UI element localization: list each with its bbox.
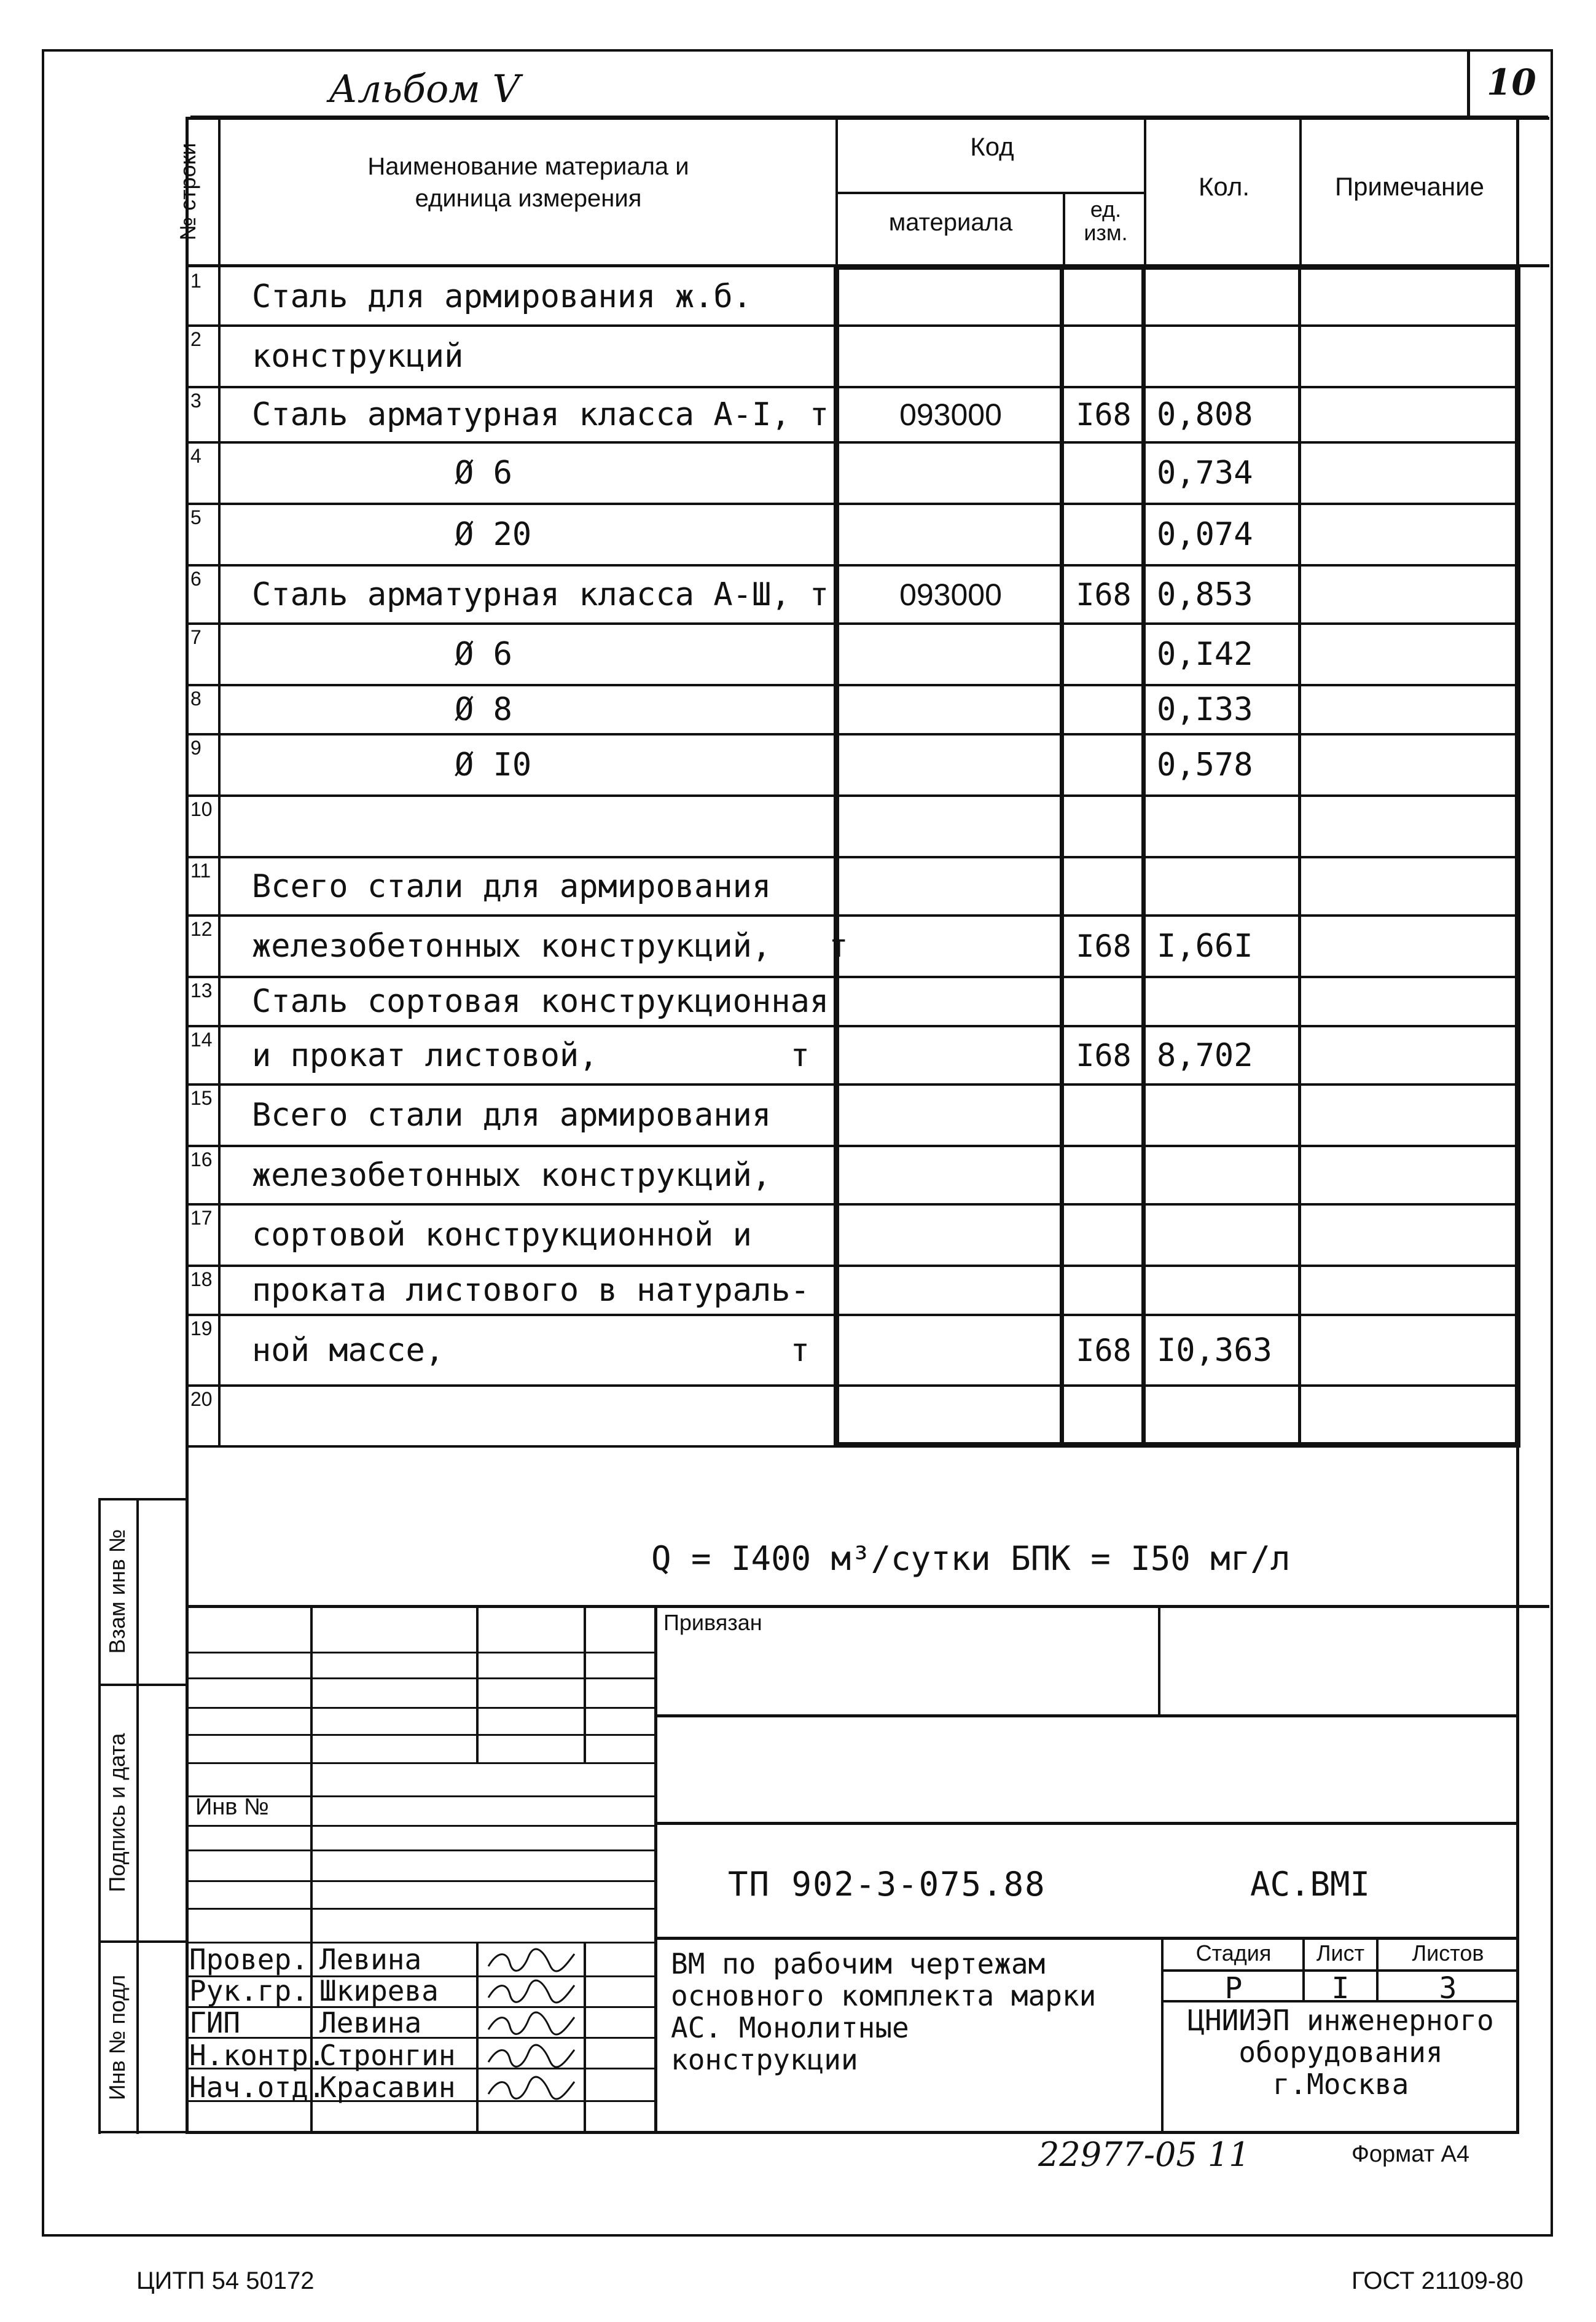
signer-name: Левина <box>319 2006 422 2039</box>
row-name <box>252 1386 829 1446</box>
row-name <box>252 796 829 857</box>
header-unit: ед. изм. <box>1084 197 1128 245</box>
sheet-value: I <box>1331 1971 1350 2006</box>
row-unit <box>1065 624 1142 685</box>
row-number: 11 <box>190 860 211 882</box>
tb-grid-hline <box>186 1908 655 1910</box>
doc-title: ВМ по рабочим чертежам основного комплекта марки АС. Монолитные конструкции <box>671 1947 1097 2076</box>
row-material-code <box>842 977 1060 1026</box>
tb-grid-hline <box>186 1762 655 1764</box>
row-unit <box>1065 442 1142 504</box>
row-quantity: I0,363 <box>1157 1332 1272 1369</box>
tb-grid-hline <box>186 1825 655 1827</box>
stage-box-left <box>1161 1937 1164 2133</box>
signer-role: Рук.гр. <box>189 1974 308 2007</box>
row-unit: I68 <box>1076 1037 1132 1073</box>
row-unit <box>1065 977 1142 1026</box>
signer-name: Левина <box>319 1943 422 1976</box>
row-name: Ø I0 <box>455 747 532 783</box>
row-quantity: 0,074 <box>1157 516 1253 553</box>
row-material-code <box>842 624 1060 685</box>
handwritten-signature <box>485 2076 577 2100</box>
handwritten-signature <box>485 2044 577 2068</box>
row-quantity: 0,I33 <box>1157 691 1253 728</box>
signer-role: ГИП <box>189 2006 241 2039</box>
tb-right-h2 <box>654 1822 1519 1825</box>
inv-podl-label: Инв № подл <box>104 1974 130 2101</box>
row-quantity <box>1152 977 1301 1026</box>
row-number: 17 <box>190 1207 213 1229</box>
sheet-label: Лист <box>1316 1940 1365 1966</box>
header-code: Код <box>970 132 1014 161</box>
row-number: 14 <box>190 1029 213 1051</box>
row-number: 1 <box>190 270 201 292</box>
row-unit <box>1065 685 1142 734</box>
formula-bottom-rule <box>186 1605 1549 1608</box>
row-name: ной массе, т <box>252 1332 810 1369</box>
row-material-code: 093000 <box>899 577 1002 612</box>
doc-mark: АС.ВМI <box>1250 1865 1371 1904</box>
header-top-border <box>186 117 1549 120</box>
tb-bottom <box>186 2131 1519 2134</box>
row-quantity: 0,I42 <box>1157 636 1253 673</box>
row-quantity <box>1152 326 1301 387</box>
podpis-data-label: Подпись и дата <box>104 1733 130 1893</box>
row-name: железобетонных конструкций, т <box>252 928 848 965</box>
signer-name: Стронгин <box>319 2039 456 2072</box>
row-name: Сталь арматурная класса А-Ш, т <box>252 576 829 613</box>
row-quantity: I,66I <box>1157 928 1253 965</box>
tb-vline-3 <box>584 1605 586 1762</box>
row-material-code <box>842 857 1060 916</box>
row-material-code <box>842 442 1060 504</box>
row-material-code: 093000 <box>899 398 1002 432</box>
row-unit: I68 <box>1076 1332 1132 1368</box>
sheet-number: 10 <box>1487 61 1536 103</box>
row-unit <box>1065 267 1142 326</box>
vzam-inv-label: Взам инв № <box>104 1529 130 1654</box>
handwritten-signature <box>485 1948 577 1972</box>
row-material-code <box>842 326 1060 387</box>
row-unit <box>1065 796 1142 857</box>
signer-name: Красавин <box>319 2071 456 2104</box>
row-name: Ø 20 <box>455 516 532 553</box>
row-quantity <box>1152 1386 1301 1446</box>
row-number: 3 <box>190 390 201 412</box>
row-unit: I68 <box>1076 397 1132 433</box>
row-material-code <box>842 1315 1060 1386</box>
tb-grid-hline <box>186 1849 655 1851</box>
signer-role: Нач.отд. <box>189 2071 326 2104</box>
row-quantity: 0,853 <box>1157 576 1253 613</box>
name-col-line <box>835 117 838 267</box>
row-material-code <box>842 734 1060 796</box>
header-row-no: № строки <box>175 143 200 241</box>
tb-left-border <box>186 1446 189 2133</box>
header-note: Примечание <box>1334 172 1485 201</box>
row-unit <box>1065 1386 1142 1446</box>
side-left <box>98 1498 101 2134</box>
row-name: и прокат листовой, т <box>252 1037 810 1074</box>
row-number: 7 <box>190 626 201 648</box>
row-name: Сталь сортовая конструкционная <box>252 983 829 1020</box>
sheet-number-divider <box>1467 49 1470 117</box>
row-quantity: 0,808 <box>1157 396 1253 433</box>
side-sep2 <box>98 1940 187 1943</box>
row-quantity: 0,734 <box>1157 455 1253 492</box>
album-label: Альбом V <box>329 66 520 111</box>
header-qty: Кол. <box>1198 172 1250 201</box>
formula: Q = I400 м³/сутки БПК = I50 мг/л <box>651 1539 1291 1578</box>
row-quantity <box>1152 796 1301 857</box>
header-name: Наименование материала и единица измерения <box>367 153 689 212</box>
material-col-line <box>1063 192 1065 267</box>
rowno-col-line <box>218 117 221 1446</box>
row-material-code <box>842 796 1060 857</box>
tb-vline-2 <box>476 1605 479 1762</box>
row-number: 16 <box>190 1148 213 1171</box>
row-name: Сталь арматурная класса А-I, т <box>252 396 829 433</box>
row-quantity <box>1152 267 1301 326</box>
row-material-code <box>842 1085 1060 1146</box>
side-bottom <box>98 2131 187 2133</box>
tb-main-divider <box>654 1605 657 2133</box>
row-quantity <box>1152 1266 1301 1315</box>
side-mid <box>136 1498 139 2134</box>
row-name: сортовой конструкционной и <box>252 1217 752 1253</box>
stage-value: Р <box>1224 1971 1243 2006</box>
signer-role: Провер. <box>189 1943 308 1976</box>
side-sep1 <box>98 1684 187 1686</box>
row-quantity <box>1152 1204 1301 1266</box>
row-unit <box>1065 1204 1142 1266</box>
row-name: конструкций <box>252 338 464 375</box>
row-number: 15 <box>190 1087 213 1109</box>
tb-grid-hline <box>186 1707 655 1709</box>
handwritten-signature <box>485 2011 577 2036</box>
row-material-code <box>842 1266 1060 1315</box>
row-name: Ø 6 <box>455 455 512 492</box>
row-number: 9 <box>190 737 201 759</box>
row-number: 6 <box>190 568 201 590</box>
tb-right-h3 <box>654 1937 1519 1940</box>
row-number: 2 <box>190 328 201 350</box>
row-name: Всего стали для армирования <box>252 868 772 905</box>
row-material-code <box>842 916 1060 977</box>
doc-code: ТП 902-3-075.88 <box>728 1865 1046 1904</box>
row-unit <box>1065 857 1142 916</box>
row-number: 13 <box>190 979 213 1002</box>
tb-grid-hline <box>186 1734 655 1736</box>
row-number: 8 <box>190 688 201 710</box>
row-name: проката листового в натураль- <box>252 1272 810 1309</box>
row-unit <box>1065 1085 1142 1146</box>
side-top <box>98 1498 187 1500</box>
row-number: 20 <box>190 1388 213 1410</box>
row-unit <box>1065 1146 1142 1204</box>
inv-no-label: Инв № <box>195 1794 269 1820</box>
tb-grid-hline <box>186 1652 655 1653</box>
qty-col-line <box>1299 117 1302 267</box>
row-name: Ø 6 <box>455 636 512 673</box>
row-number: 4 <box>190 445 201 467</box>
tb-grid-hline <box>186 1677 655 1679</box>
handwritten-signature <box>485 1979 577 2004</box>
stage-label: Стадия <box>1195 1940 1272 1966</box>
row-number: 12 <box>190 918 213 940</box>
row-name: железобетонных конструкций, <box>252 1156 772 1194</box>
row-material-code <box>842 504 1060 565</box>
tb-privyazan-divider <box>1158 1605 1160 1716</box>
row-unit: I68 <box>1076 576 1132 613</box>
row-quantity: 8,702 <box>1157 1037 1253 1074</box>
row-material-code <box>842 685 1060 734</box>
row-material-code <box>842 1386 1060 1446</box>
sheets-value: 3 <box>1439 1971 1457 2006</box>
row-name: Сталь для армирования ж.б. <box>252 278 752 315</box>
format-label: Формат А4 <box>1352 2141 1470 2167</box>
footer-right: ГОСТ 21109-80 <box>1352 2267 1524 2294</box>
row-unit <box>1065 1266 1142 1315</box>
row-unit <box>1065 326 1142 387</box>
header-material: материала <box>888 209 1013 236</box>
row-quantity: 0,578 <box>1157 747 1253 783</box>
row-material-code <box>842 1026 1060 1085</box>
row-material-code <box>842 267 1060 326</box>
privyazan-label: Привязан <box>663 1610 762 1635</box>
tb-right-h1 <box>654 1714 1519 1717</box>
row-unit <box>1065 504 1142 565</box>
row-number: 19 <box>190 1317 213 1339</box>
signer-role: Н.контр. <box>189 2039 326 2072</box>
tb-grid-hline <box>186 1880 655 1882</box>
row-unit <box>1065 734 1142 796</box>
document-number: 22977-05 11 <box>1038 2135 1250 2174</box>
row-quantity <box>1152 1085 1301 1146</box>
row-number: 5 <box>190 506 201 528</box>
row-name: Всего стали для армирования <box>252 1097 772 1134</box>
sheets-label: Листов <box>1412 1940 1484 1966</box>
row-material-code <box>842 1146 1060 1204</box>
code-subheader-line <box>835 192 1146 194</box>
signer-name: Шкирева <box>319 1974 439 2007</box>
row-number: 18 <box>190 1268 213 1290</box>
organization: ЦНИИЭП инженерного оборудования г.Москва <box>1187 2004 1494 2101</box>
footer-left: ЦИТП 54 50172 <box>136 2267 315 2294</box>
row-number: 10 <box>190 798 213 820</box>
row-quantity <box>1152 1146 1301 1204</box>
row-unit: I68 <box>1076 928 1132 964</box>
row-name: Ø 8 <box>455 691 512 728</box>
row-quantity <box>1152 857 1301 916</box>
row-material-code <box>842 1204 1060 1266</box>
table-left-border <box>186 117 189 1446</box>
